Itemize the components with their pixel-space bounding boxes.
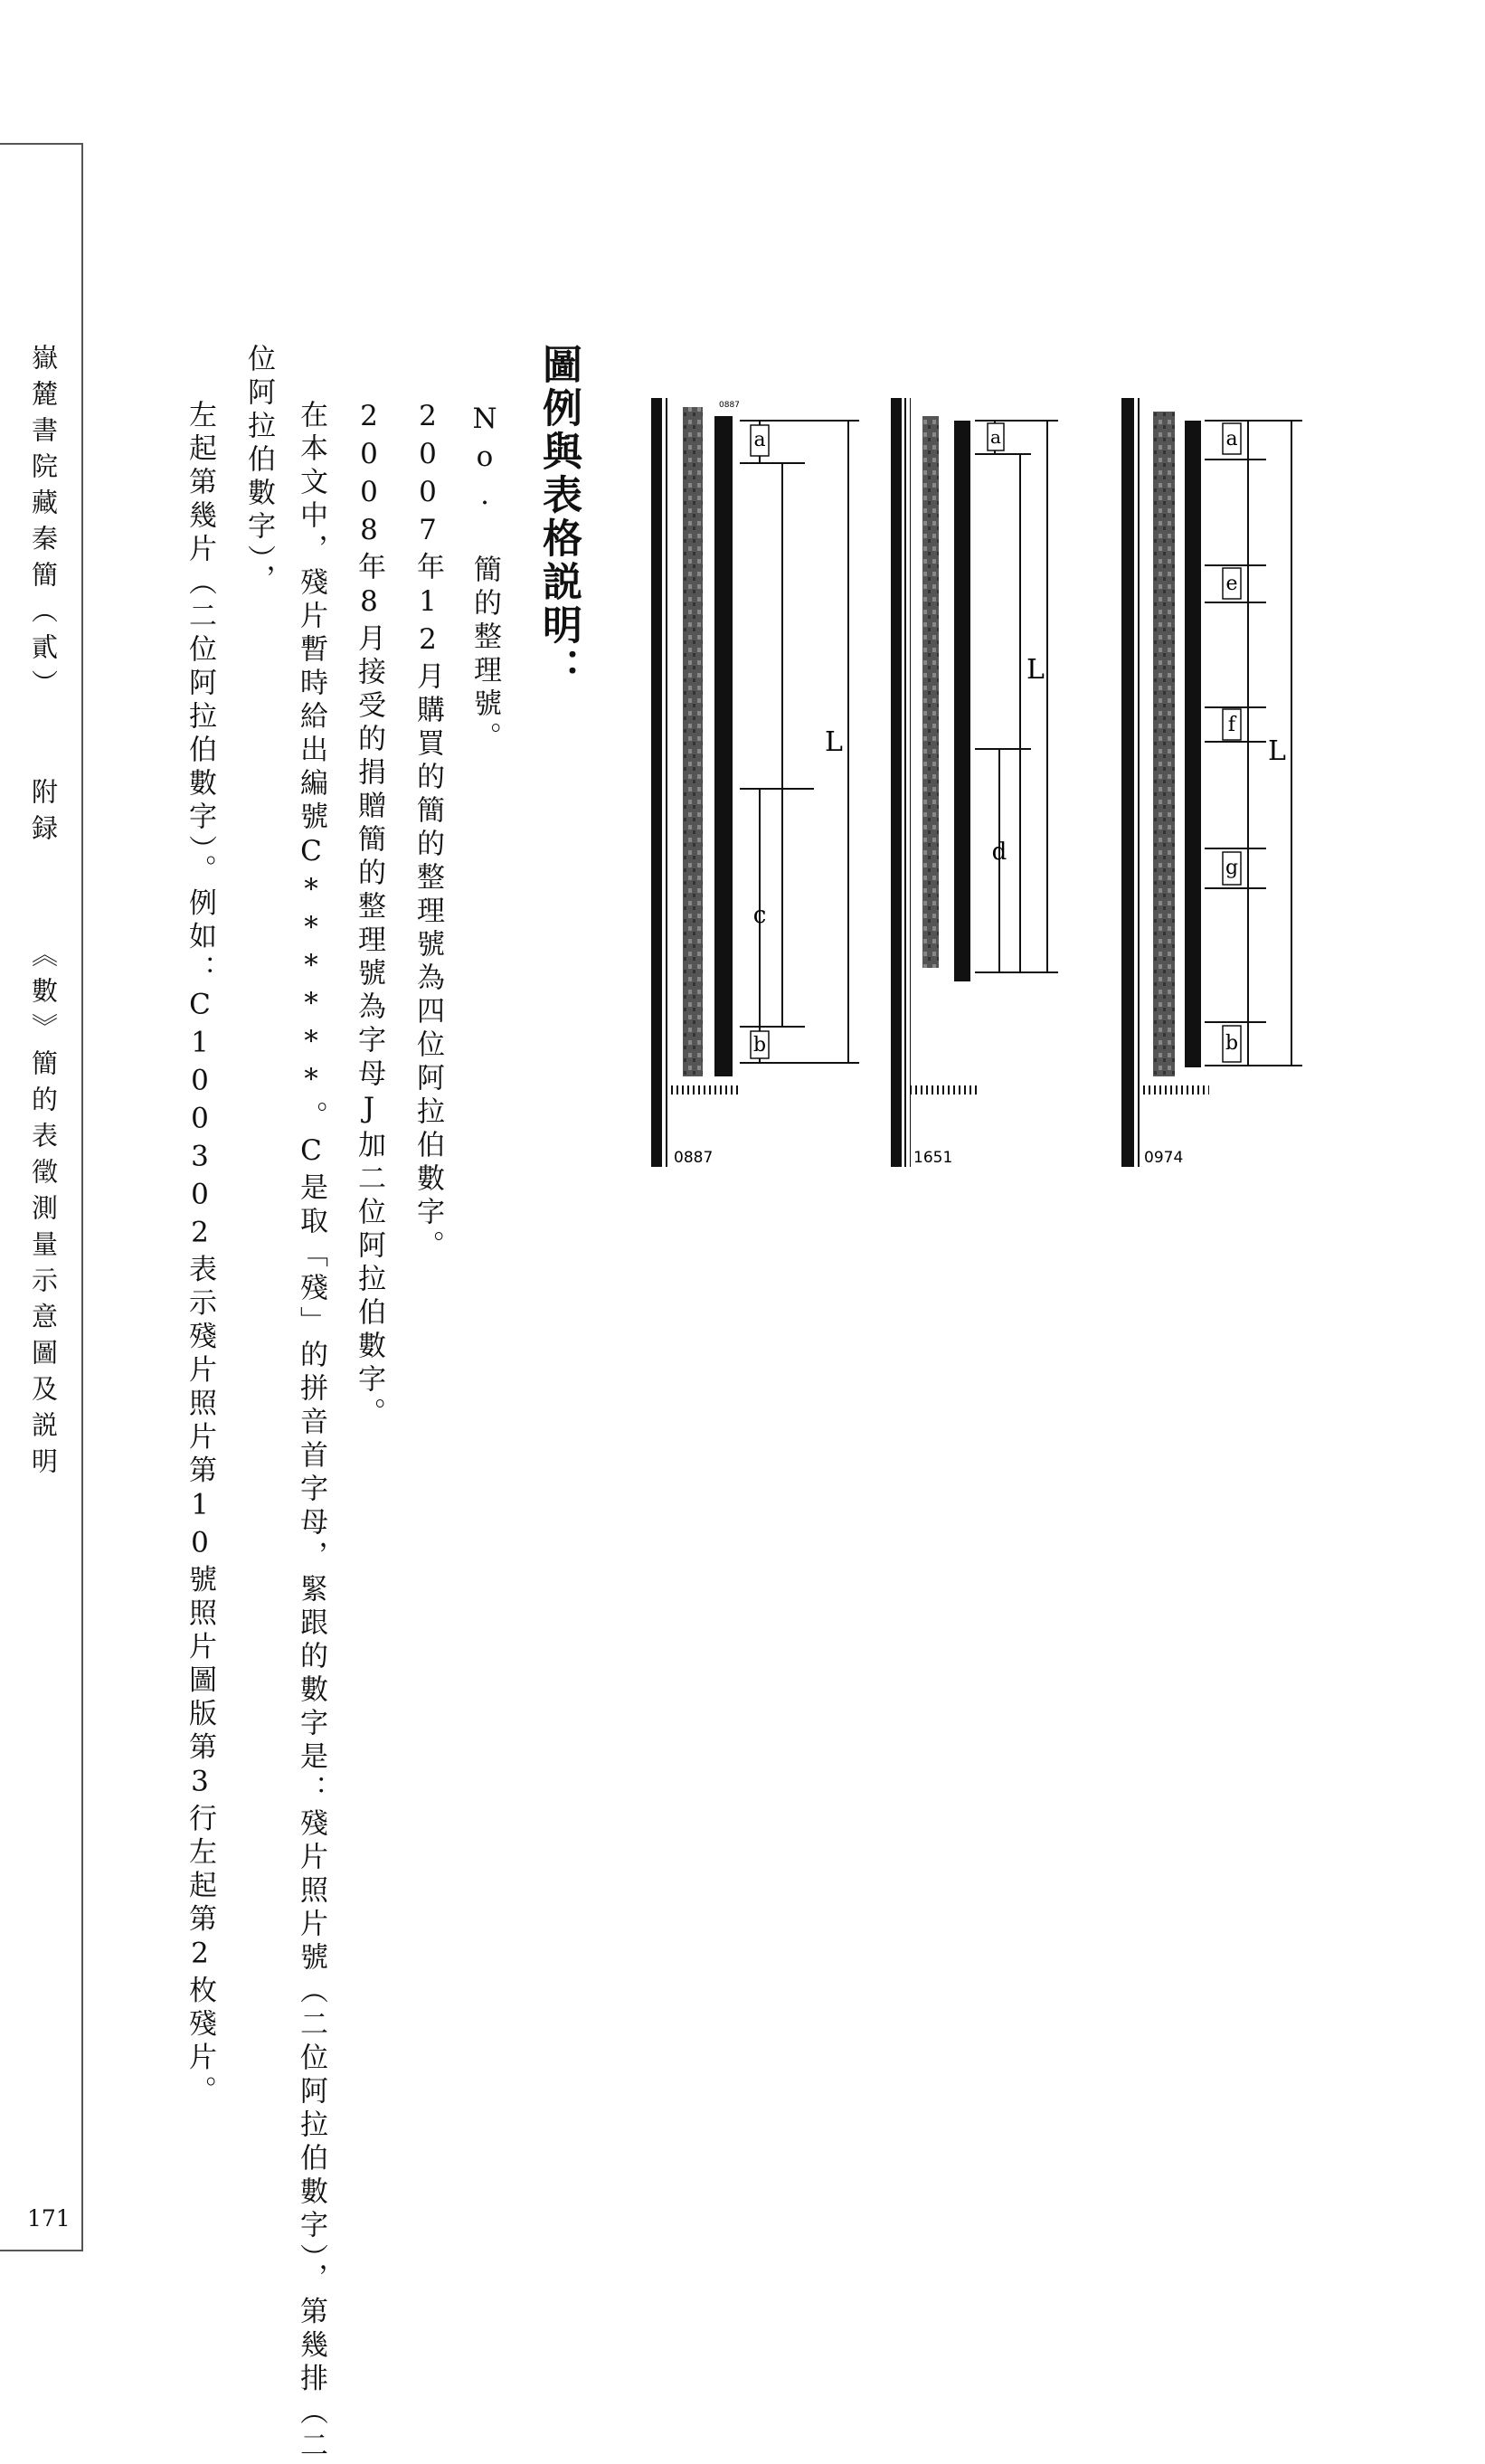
- slip-photo: [1153, 412, 1175, 1076]
- slip-silhouette: [954, 421, 970, 981]
- page-number: 171: [27, 2205, 71, 2232]
- section-heading: 圖例與表格説明：: [535, 344, 582, 691]
- ruler-bar: [1121, 398, 1132, 1167]
- slip-photo: [683, 407, 703, 1076]
- slip-silhouette: [714, 416, 733, 1076]
- figure-slip-1651: [891, 398, 1058, 1167]
- ruler-ticks: [902, 398, 911, 1167]
- label-a: a: [753, 429, 766, 451]
- measurement-figure: [633, 380, 1375, 1176]
- slip-number: 0887: [674, 1149, 714, 1167]
- ruler-ticks-bottom: [671, 1085, 739, 1095]
- ruler-ticks-bottom: [911, 1085, 979, 1095]
- label-L: L: [1026, 654, 1045, 686]
- ruler-bar: [891, 398, 902, 1167]
- paragraph-example: 左起第幾片（二位阿拉伯數字）。例如：C100302表示殘片照片第10號照片圖版第3行左起第2枚殘片。: [184, 400, 216, 2109]
- label-b: b: [752, 1034, 767, 1057]
- label-b: b: [1225, 1032, 1239, 1055]
- figure-slip-0974: [1121, 398, 1302, 1167]
- label-c: c: [752, 902, 767, 929]
- paragraph-2007: 2007年12月購買的簡的整理號為四位阿拉伯數字。: [411, 400, 444, 1264]
- label-f: f: [1227, 714, 1236, 736]
- label-L: L: [825, 726, 843, 758]
- label-g: g: [1225, 857, 1239, 879]
- slip-photo: [922, 416, 939, 968]
- running-head: 嶽麓書院藏秦簡（貳）: [28, 344, 59, 706]
- top-tag-text: 0887: [719, 401, 740, 410]
- figure-slip-0887: [651, 398, 859, 1167]
- slip-number: 1651: [913, 1149, 953, 1167]
- frame-bottom-line: [0, 2250, 83, 2251]
- ruler-ticks-bottom: [1141, 1085, 1209, 1095]
- label-L: L: [1268, 735, 1286, 767]
- slip-number: 0974: [1144, 1149, 1184, 1167]
- running-chapter-title: 《數》簡的表徵測量示意圖及説明: [28, 941, 59, 1483]
- slip-silhouette: [1185, 421, 1201, 1067]
- running-section: 附録: [28, 778, 59, 850]
- paragraph-fragment-code-cont: 位阿拉伯數字），: [242, 344, 275, 598]
- ruler-bar: [651, 398, 662, 1167]
- label-a: a: [990, 426, 1001, 448]
- label-a: a: [1225, 428, 1238, 450]
- frame-side-line: [81, 143, 83, 2251]
- paragraph-fragment-code: 在本文中，殘片暫時給出編號C******。C是取「殘」的拼音首字母，緊跟的數字是：殘片照片號（二位阿拉伯數字），第幾排（二: [295, 400, 327, 2464]
- paragraph-no: No. 簡的整理號。: [468, 403, 501, 755]
- ruler-ticks: [1132, 398, 1141, 1167]
- frame-top-line: [0, 143, 83, 145]
- label-d: d: [991, 839, 1007, 866]
- ruler-ticks: [662, 398, 671, 1167]
- label-e: e: [1225, 573, 1238, 595]
- paragraph-2008: 2008年8月接受的捐贈簡的整理號為字母J加二位阿拉伯數字。: [353, 400, 385, 1431]
